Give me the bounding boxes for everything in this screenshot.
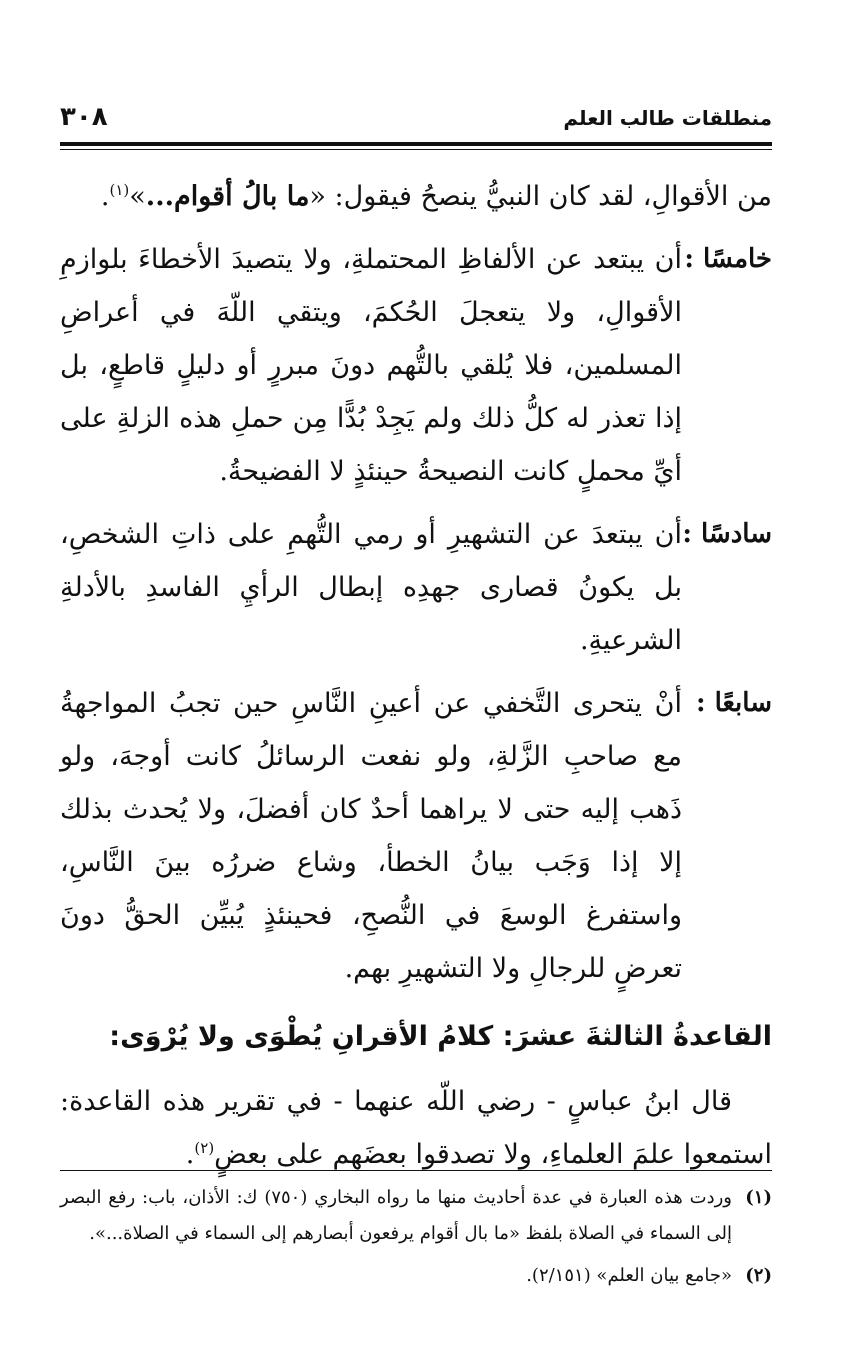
footnote-separator — [60, 1170, 772, 1171]
footnote-2 — [60, 1258, 772, 1294]
footnotes — [60, 1180, 772, 1300]
running-header — [60, 92, 772, 132]
item-label: خامسًا : — [684, 244, 772, 274]
intro-end: . — [100, 181, 110, 212]
item-text: أنْ يتحرى التَّخفي عن أعينِ النَّاسِ حين تجبُ المواجهةُ مع صاحبِ الزَّلةِ، ولو نفعت الرسائلُ كانت أوجهَ، ولو ذَهب إليه حتى لا يراهما أحدٌ كان أفضلَ، ولا يُحدث بذلك إلا إذا وَجَب بيانُ الخطأ، وشاع ضررُه بينَ النَّاسِ، واستفرغ الوسعَ في النُّصحِ، فحينئذٍ يُبيِّن الحقُّ دونَ تعرضٍ للرجالِ ولا التشهيرِ بهم. — [60, 688, 682, 984]
intro-text: من الأقوالِ، لقد كان النبيُّ ينصحُ فيقول: « — [309, 181, 772, 212]
footnote-number: (٢) — [745, 1265, 772, 1286]
header-rule-thick — [60, 142, 772, 146]
list-item-seventh — [60, 677, 772, 995]
footnote-text: «جامع بيان العلم» (٢/١٥١). — [526, 1265, 732, 1286]
footnote-text: وردت هذه العبارة في عدة أحاديث منها ما رواه البخاري (٧٥٠) ك: الأذان، باب: رفع البصر إلى السماء في الصلاة بلفظ «ما بال أقوام يرفعون أبصارهم إلى السماء في الصلاة...». — [60, 1187, 732, 1244]
footnote-ref-1[interactable]: (١) — [109, 181, 130, 199]
intro-paragraph — [60, 170, 772, 223]
footnote-1 — [60, 1180, 772, 1252]
rule-quote: قال ابنُ عباسٍ - رضي اللّه عنهما - في تقرير هذه القاعدة: استمعوا علمَ العلماءِ، ولا تصدقوا بعضَهم على بعضٍ — [60, 1086, 772, 1170]
book-title: منطلقات طالب العلم — [563, 106, 772, 130]
footnote-number: (١) — [745, 1187, 772, 1208]
item-text: أن يبتعدَ عن التشهيرِ أو رمي التُّهمِ على ذاتِ الشخصِ، بل يكونُ قصارى جهدِه إبطال الرأيِ الفاسدِ بالأدلةِ الشرعيةِ. — [60, 519, 682, 656]
item-text: أن يبتعد عن الألفاظِ المحتملةِ، ولا يتصيدَ الأخطاءَ بلوازمِ الأقوالِ، ولا يتعجلَ الحُكمَ، ويتقي اللّهَ في أعراضِ المسلمين، فلا يُلقي بالتُّهم دونَ مبررٍ أو دليلٍ قاطعٍ، بل إذا تعذر له كلُّ ذلك ولم يَجِدْ بُدًّا مِن حملِ هذه الزلةِ على أيِّ محملٍ كانت النصيحةُ حينئذٍ لا الفضيحةُ. — [60, 244, 682, 487]
item-label: سابعًا : — [695, 688, 772, 718]
rule-heading: القاعدةُ الثالثةَ عشرَ: كلامُ الأقرانِ يُطْوَى ولا يُرْوَى: — [109, 1021, 772, 1052]
intro-quote-close: » — [129, 181, 146, 212]
footnote-ref-2[interactable]: (٢) — [194, 1139, 215, 1157]
header-rule-thin — [60, 149, 772, 150]
page-body — [60, 170, 772, 1181]
book-page — [60, 70, 772, 1310]
intro-quote: ما بالُ أقوام... — [145, 181, 310, 212]
list-item-sixth — [60, 508, 772, 667]
list-item-fifth — [60, 233, 772, 498]
page-number: ٣٠٨ — [60, 102, 108, 132]
rule-quote-end: . — [185, 1139, 195, 1170]
item-label: سادسًا : — [682, 519, 772, 549]
rule-quote-paragraph — [60, 1075, 772, 1181]
